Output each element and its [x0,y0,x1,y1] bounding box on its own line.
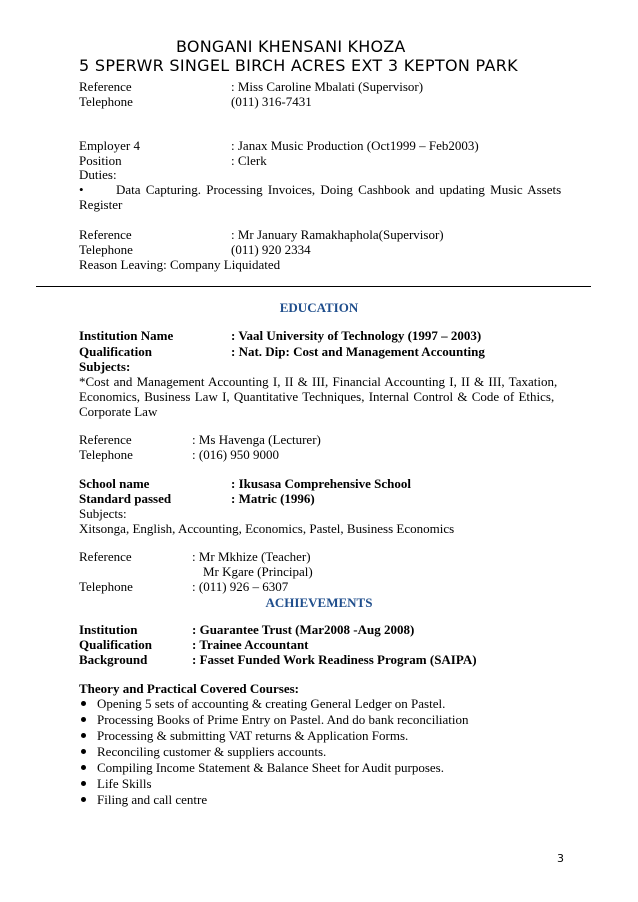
course-text: Reconciling customer & suppliers accounts. [97,744,327,759]
qualification-value: : Nat. Dip: Cost and Management Accounting [231,344,485,359]
duties-label: Duties: [79,167,117,182]
institution-label: Institution Name [79,328,174,343]
school-telephone-label: Telephone [79,579,133,594]
school-value: : Ikusasa Comprehensive School [231,476,411,491]
school-reference-label: Reference [79,549,132,564]
section-divider [36,286,591,287]
education-telephone-value: : (016) 950 9000 [192,447,280,462]
standard-label: Standard passed [79,491,172,506]
prev-telephone-label: Telephone [79,94,133,109]
school-reference-value2: Mr Kgare (Principal) [203,564,313,579]
employer-reference-label: Reference [79,227,132,242]
school-telephone-value: : (011) 926 – 6307 [192,579,289,594]
employer-telephone-label: Telephone [79,242,133,257]
prev-reference-value: : Miss Caroline Mbalati (Supervisor) [231,79,424,94]
subjects-line2: Economics, Business Law I, Quantitative Techniques, Internal Control & Code of Ethics, [79,389,555,404]
course-text: Processing & submitting VAT returns & Application Forms. [97,728,409,743]
achievement-qualification-label: Qualification [79,637,152,652]
prev-reference-label: Reference [79,79,132,94]
candidate-name: BONGANI KHENSANI KHOZA [176,37,406,56]
duty-text-line2: Register [79,197,123,212]
list-item [79,696,469,712]
position-value: : Clerk [231,153,267,168]
employer-value: : Janax Music Production (Oct1999 – Feb2003) [231,138,479,153]
course-text: Opening 5 sets of accounting & creating General Ledger on Pastel. [97,696,446,711]
prev-telephone-value: (011) 316-7431 [231,94,312,109]
list-item [79,728,469,744]
subjects-line1: *Cost and Management Accounting I, II & III, Financial Accounting I, II & III, Taxation, [79,374,558,389]
school-subjects-label: Subjects: [79,506,127,521]
education-reference-value: : Ms Havenga (Lecturer) [192,432,321,447]
duty-bullet: • [79,182,84,197]
bullet-icon [81,749,86,754]
page-number: 3 [557,852,564,865]
position-label: Position [79,153,122,168]
subjects-label: Subjects: [79,359,131,374]
bullet-icon [81,781,86,786]
list-item [79,776,469,792]
bullet-icon [81,717,86,722]
standard-value: : Matric (1996) [231,491,315,506]
institution-value: : Vaal University of Technology (1997 – 2003) [231,328,482,343]
courses-list [79,696,469,808]
education-heading: EDUCATION [279,300,359,315]
courses-title: Theory and Practical Covered Courses: [79,681,300,696]
candidate-address: 5 SPERWR SINGEL BIRCH ACRES EXT 3 KEPTON PARK [79,56,518,75]
education-telephone-label: Telephone [79,447,133,462]
school-reference-value1: : Mr Mkhize (Teacher) [192,549,311,564]
bullet-icon [81,797,86,802]
background-label: Background [79,652,148,667]
achievements-heading: ACHIEVEMENTS [265,595,373,610]
course-text: Processing Books of Prime Entry on Pastel. And do bank reconciliation [97,712,469,727]
employer-telephone-value: (011) 920 2334 [231,242,311,257]
education-reference-label: Reference [79,432,132,447]
list-item [79,712,469,728]
school-subjects: Xitsonga, English, Accounting, Economics, Pastel, Business Economics [79,521,455,536]
reason-leaving: Reason Leaving: Company Liquidated [79,257,281,272]
bullet-icon [81,701,86,706]
bullet-icon [81,765,86,770]
employer-reference-value: : Mr January Ramakhaphola(Supervisor) [231,227,444,242]
list-item [79,744,469,760]
employer-label: Employer 4 [79,138,141,153]
achievement-institution-label: Institution [79,622,138,637]
course-text: Filing and call centre [97,792,208,807]
achievement-qualification-value: : Trainee Accountant [192,637,309,652]
duty-text-line1: Data Capturing. Processing Invoices, Doing Cashbook and updating Music Assets [116,182,562,197]
list-item [79,760,469,776]
school-label: School name [79,476,150,491]
subjects-line3: Corporate Law [79,404,158,419]
achievement-institution-value: : Guarantee Trust (Mar2008 -Aug 2008) [192,622,415,637]
background-value: : Fasset Funded Work Readiness Program (SAIPA) [192,652,477,667]
course-text: Life Skills [97,776,152,791]
list-item [79,792,469,808]
qualification-label: Qualification [79,344,152,359]
course-text: Compiling Income Statement & Balance Sheet for Audit purposes. [97,760,444,775]
bullet-icon [81,733,86,738]
